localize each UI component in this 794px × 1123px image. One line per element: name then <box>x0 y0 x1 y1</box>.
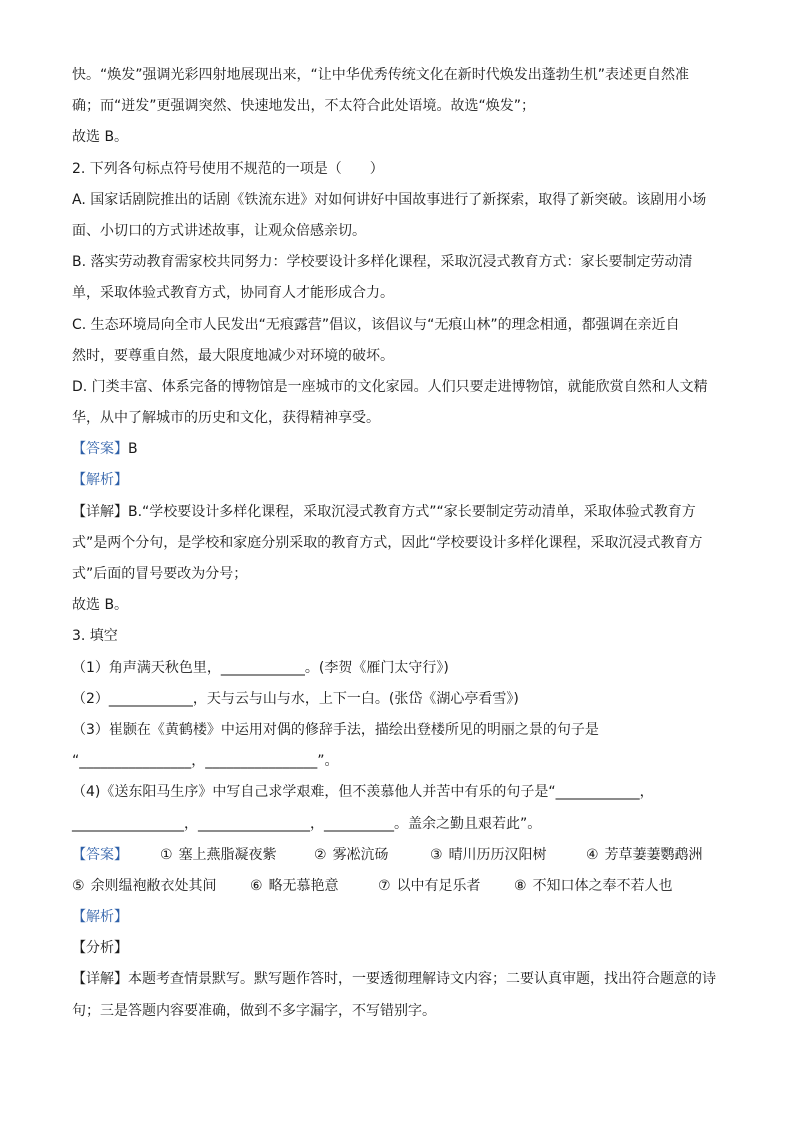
answer-item <box>586 840 703 871</box>
q3-analysis-line <box>72 902 732 933</box>
answer-text: 不知口体之奉不若人也 <box>532 877 673 894</box>
detail-text: B.“学校要设计多样化课程，采取沉浸式教育方式”“家长要制定劳动清单，采取体验式教育方 <box>128 503 696 520</box>
answer-number: ⑤ <box>72 877 85 894</box>
answer-number: ④ <box>586 846 599 863</box>
option-c-line: 然时，要尊重自然，最大限度地减少对环境的破坏。 <box>72 347 394 364</box>
answer-number: ③ <box>430 846 443 863</box>
answer-item <box>430 840 586 871</box>
answer-item <box>72 871 250 902</box>
answer-number: ⑦ <box>378 877 391 894</box>
analysis-tag: 【解析】 <box>72 472 128 489</box>
q3-answer-row <box>72 871 732 902</box>
question-2-title: 2. 下列各句标点符号使用不规范的一项是（ ） <box>72 160 384 177</box>
option-c-line: C. 生态环境局向全市人民发出“无痕露营”倡议，该倡议与“无痕山林”的理念相通，都强调在亲近自 <box>72 316 680 333</box>
text-line: 快。“焕发”强调光彩四射地展现出来，“让中华优秀传统文化在新时代焕发出蓬勃生机”表述更自然准 <box>72 67 690 83</box>
answer-item <box>160 840 314 871</box>
option-d-line: 华，从中了解城市的历史和文化，获得精神享受。 <box>72 410 380 427</box>
answer-number: ⑥ <box>250 877 263 894</box>
q2-detail-line: 式”后面的冒号要改为分号； <box>72 566 248 582</box>
answer-text: 雾凇沆砀 <box>332 846 389 863</box>
answer-item <box>250 871 378 902</box>
q2-detail-line: 故选 B。 <box>72 597 129 614</box>
option-b-line: B. 落实劳动教育需家校共同努力：学校要设计多样化课程，采取沉浸式教育方式：家长要制定劳动清 <box>72 254 693 271</box>
fill-blank-item: ________________，________________，__________。盖余之勤且艰若此”。 <box>72 815 542 832</box>
answer-number: ⑧ <box>514 877 527 894</box>
answer-tag: 【答案】 <box>72 441 128 458</box>
option-a-line: 面、小切口的方式讲述故事，让观众倍感亲切。 <box>72 222 366 239</box>
answer-item <box>314 840 430 871</box>
answer-text: 余则缊袍敝衣处其间 <box>90 877 217 894</box>
q2-analysis-line <box>72 465 732 496</box>
fill-blank-item: （1）角声满天秋色里，____________。(李贺《雁门太守行》) <box>72 659 449 676</box>
fill-blank-item: （4)《送东阳马生序》中写自己求学艰难，但不羡慕他人并苦中有乐的句子是“____________， <box>72 784 654 801</box>
option-d-line: D. 门类丰富、体系完备的博物馆是一座城市的文化家园。人们只要走进博物馆，就能欣赏自然和人文精 <box>72 378 708 395</box>
q3-fenxi-line <box>72 933 732 964</box>
detail-tag: 【详解】 <box>72 971 128 988</box>
answer-text: 芳草萋萋鹦鹉洲 <box>604 846 703 863</box>
detail-text: 本题考查情景默写。默写题作答时，一要透彻理解诗文内容；二要认真审题，找出符合题意的诗 <box>128 971 716 988</box>
answer-tag: 【答案】 <box>72 846 128 863</box>
q3-detail-line: 句；三是答题内容要准确，做到不多字漏字，不写错别字。 <box>72 1002 436 1019</box>
fill-blank-item: （2）____________，天与云与山与水，上下一白。(张岱《湖心亭看雪》) <box>72 690 519 707</box>
fill-blank-item: “________________，________________”。 <box>72 753 339 770</box>
q3-detail-line <box>72 964 732 995</box>
q2-detail-line: 式”是两个分句，是学校和家庭分别采取的教育方式，因此“学校要设计多样化课程，采取沉浸式教育方 <box>72 534 703 551</box>
option-b-line: 单，采取体验式教育方式，协同育人才能形成合力。 <box>72 285 394 302</box>
text-line: 故选 B。 <box>72 129 129 146</box>
answer-text: 晴川历历汉阳树 <box>448 846 547 863</box>
answer-item <box>514 871 673 902</box>
detail-tag: 【详解】 <box>72 503 128 520</box>
question-3-title: 3. 填空 <box>72 628 118 645</box>
fenxi-tag: 【分析】 <box>72 940 128 957</box>
q2-detail-line <box>72 497 732 528</box>
text-line: 确；而“迸发”更强调突然、快速地发出，不太符合此处语境。故选“焕发”； <box>72 98 536 115</box>
answer-item <box>378 871 514 902</box>
fill-blank-item: （3）崔颢在《黄鹤楼》中运用对偶的修辞手法，描绘出登楼所见的明丽之景的句子是 <box>72 721 599 738</box>
answer-text: 略无慕艳意 <box>268 877 339 894</box>
q3-answer-row <box>72 840 732 871</box>
answer-value: B <box>128 441 138 458</box>
answer-number: ② <box>314 846 327 863</box>
document-page <box>72 60 732 1027</box>
answer-text: 塞上燕脂凝夜紫 <box>178 846 277 863</box>
analysis-tag: 【解析】 <box>72 909 128 926</box>
option-a-line: A. 国家话剧院推出的话剧《铁流东进》对如何讲好中国故事进行了新探索，取得了新突破。该剧用小场 <box>72 191 707 208</box>
answer-number: ① <box>160 846 173 863</box>
q2-answer-line <box>72 434 732 465</box>
answer-text: 以中有足乐者 <box>396 877 481 894</box>
